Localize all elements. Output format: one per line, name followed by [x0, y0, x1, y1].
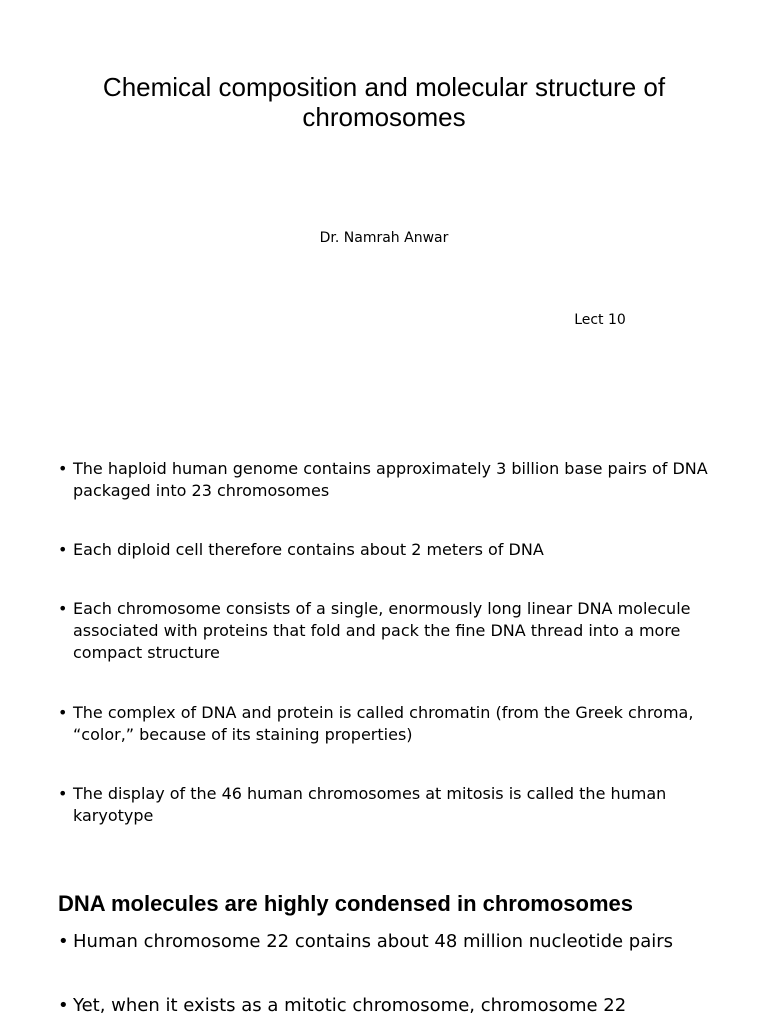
bullet-icon: • [58, 703, 68, 722]
bullet-icon: • [58, 784, 68, 803]
bullet-icon: • [58, 599, 68, 618]
bullet-icon: • [58, 995, 69, 1016]
lecture-number: Lect 10 [574, 312, 626, 328]
slide-title: Chemical composition and molecular structure of chromosomes [102, 72, 666, 132]
list-item [58, 930, 738, 954]
list-item [58, 458, 708, 502]
bullet-icon: • [58, 459, 68, 478]
section-heading: DNA molecules are highly condensed in chromosomes [58, 891, 633, 916]
bullet-text: The complex of DNA and protein is called chromatin (from the Greek chroma, “color,” because of its staining properties) [73, 703, 694, 744]
title-slide [0, 0, 768, 420]
list-item [58, 539, 708, 561]
bullet-text: Human chromosome 22 contains about 48 million nucleotide pairs [73, 931, 674, 952]
list-item [58, 702, 708, 746]
bullet-text: Yet, when it exists as a mitotic chromosome, chromosome 22 [73, 995, 627, 1016]
bullet-text: The display of the 46 human chromosomes at mitosis is called the human karyotype [73, 784, 667, 825]
bullet-text: The haploid human genome contains approximately 3 billion base pairs of DNA packaged into 23 chromosomes [73, 459, 708, 500]
bullet-text: Each chromosome consists of a single, enormously long linear DNA molecule associated with proteins that fold and pack the fine DNA thread into a more compact structure [73, 599, 691, 662]
bullet-icon: • [58, 931, 69, 952]
list-item [58, 783, 708, 827]
author-name: Dr. Namrah Anwar [319, 230, 449, 246]
content-slide [0, 420, 768, 1024]
list-item [58, 994, 738, 1018]
bullet-text: Each diploid cell therefore contains about 2 meters of DNA [73, 540, 544, 559]
bullet-icon: • [58, 540, 68, 559]
list-item [58, 598, 708, 664]
